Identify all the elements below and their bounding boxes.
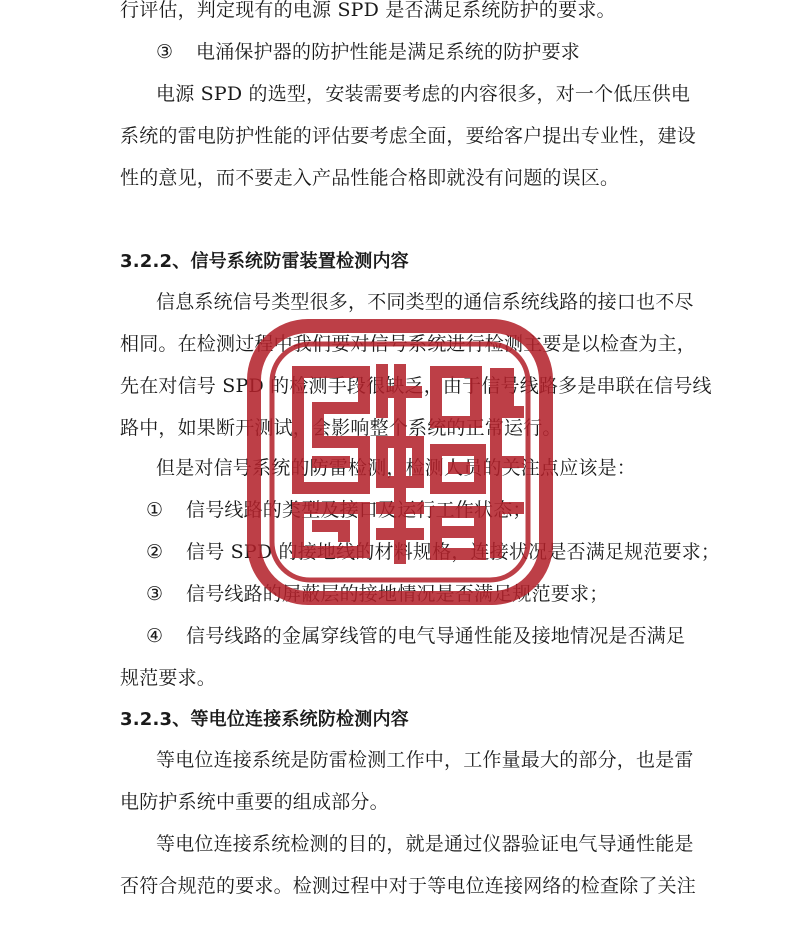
list-item xyxy=(146,540,720,564)
paragraph-line: 等电位连接系统是防雷检测工作中，工作量最大的部分，也是雷 xyxy=(156,749,694,771)
paragraph-line: 行评估，判定现有的电源 SPD 是否满足系统防护的要求。 xyxy=(120,0,616,21)
list-number: ② xyxy=(146,541,164,563)
list-item xyxy=(146,624,685,648)
paragraph-line: 系统的雷电防护性能的评估要考虑全面，要给客户提出专业性，建设 xyxy=(120,125,697,147)
paragraph-line: 电防护系统中重要的组成部分。 xyxy=(120,791,389,813)
paragraph-line: 电源 SPD 的选型，安装需要考虑的内容很多，对一个低压供电 xyxy=(156,83,691,105)
paragraph-line: 信息系统信号类型很多，不同类型的通信系统线路的接口也不尽 xyxy=(156,291,694,313)
list-item xyxy=(146,582,608,606)
paragraph-line: 先在对信号 SPD 的检测手段很缺乏，由于信号线路多是串联在信号线 xyxy=(120,375,712,397)
paragraph-line: 规范要求。 xyxy=(120,667,217,689)
section-heading-322: 3.2.2、信号系统防雷装置检测内容 xyxy=(120,251,409,272)
list-number: ③ xyxy=(146,583,164,605)
list-number: ③ xyxy=(156,41,174,63)
list-item-3-power xyxy=(156,40,580,64)
list-item xyxy=(146,498,532,522)
paragraph-line: 但是对信号系统的防雷检测，检测人员的关注点应该是： xyxy=(156,457,637,479)
paragraph-line: 等电位连接系统检测的目的，就是通过仪器验证电气导通性能是 xyxy=(156,833,694,855)
paragraph-line: 路中，如果断开测试，会影响整个系统的正常运行。 xyxy=(120,417,562,439)
list-text: 电涌保护器的防护性能是满足系统的防护要求 xyxy=(196,41,581,63)
list-text: 信号 SPD 的接地线的材料规格，连接状况是否满足规范要求； xyxy=(186,541,721,563)
section-heading-323: 3.2.3、等电位连接系统防检测内容 xyxy=(120,709,409,730)
list-number: ① xyxy=(146,499,164,521)
paragraph-line: 性的意见，而不要走入产品性能合格即就没有问题的误区。 xyxy=(120,167,620,189)
paragraph-line: 相同。在检测过程中我们要对信号系统进行检测主要是以检查为主， xyxy=(120,333,697,355)
paragraph-line: 否符合规范的要求。检测过程中对于等电位连接网络的检查除了关注 xyxy=(120,875,697,897)
list-number: ④ xyxy=(146,625,164,647)
list-text: 信号线路的类型及接口及运行工作状态； xyxy=(186,499,532,521)
list-text: 信号线路的屏蔽层的接地情况是否满足规范要求； xyxy=(186,583,609,605)
list-text: 信号线路的金属穿线管的电气导通性能及接地情况是否满足 xyxy=(186,625,686,647)
